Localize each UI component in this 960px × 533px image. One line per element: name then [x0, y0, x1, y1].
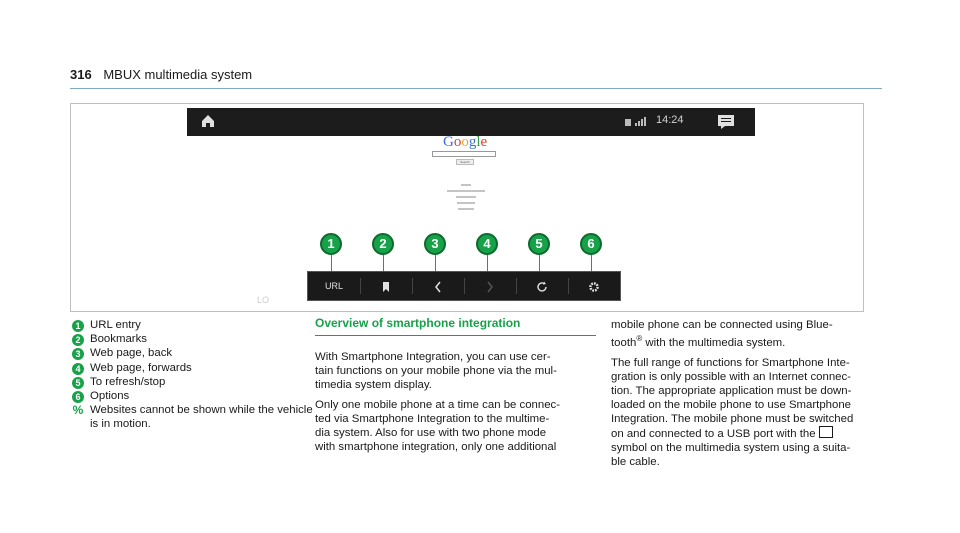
right-column [611, 318, 881, 475]
chevron-right-icon [486, 281, 494, 293]
callout-line-3 [435, 255, 436, 272]
callout-line-6 [591, 255, 592, 272]
middle-column [315, 316, 605, 460]
bookmark-icon [381, 281, 391, 293]
page-header [70, 67, 252, 82]
callout-4: 4 [476, 233, 498, 255]
refresh-button[interactable] [516, 272, 568, 300]
web-search-button[interactable]: Search [456, 159, 474, 165]
callout-6: 6 [580, 233, 602, 255]
callout-2: 2 [372, 233, 394, 255]
usb-symbol-icon [819, 426, 833, 438]
callout-5: 5 [528, 233, 550, 255]
legend-item: 4 Web page, forwards [72, 361, 322, 375]
callout-line-4 [487, 255, 488, 272]
paragraph: The full range of functions for Smartphone Inte- gration is only possible with an Internet connec- tion. The appropriate application must be down- loaded on the mobile phone to use Smartphone Integration. The mobile phone must be switched on and connected to a USB port with the symbol on the multimedia system using a suita- ble cable. [611, 356, 854, 468]
status-time: 14:24 [656, 114, 684, 126]
note-line: % Websites cannot be shown while the vehicle [72, 403, 313, 418]
forward-button[interactable] [464, 272, 516, 300]
section-title: Overview of smartphone integration [315, 316, 521, 330]
callout-1: 1 [320, 233, 342, 255]
paragraph: With Smartphone Integration, you can use cer- tain functions on your mobile phone via the mul- timedia system display. [315, 351, 557, 391]
callout-3: 3 [424, 233, 446, 255]
refresh-icon [536, 281, 548, 293]
note-icon: % [72, 403, 84, 418]
google-logo: Google [443, 134, 488, 150]
callout-line-5 [539, 255, 540, 272]
paragraph: mobile phone can be connected using Blue- tooth® with the multimedia system. [611, 319, 833, 349]
browser-toolbar [307, 271, 621, 301]
section-divider [315, 335, 596, 336]
legend-column [72, 318, 322, 432]
signal-icon [625, 117, 651, 126]
legend-item: 5 To refresh/stop [72, 375, 322, 389]
home-icon[interactable] [201, 114, 215, 128]
callout-line-1 [331, 255, 332, 272]
bookmark-button[interactable] [360, 272, 412, 300]
back-button[interactable] [412, 272, 464, 300]
page-header-title: MBUX multimedia system [103, 67, 253, 82]
corner-label: LO [257, 295, 270, 305]
legend-item: 6 Options [72, 389, 322, 403]
page-number: 316 [70, 67, 92, 82]
screenshot-figure [70, 103, 864, 312]
options-button[interactable] [568, 272, 620, 300]
legend-item: 3 Web page, back [72, 346, 322, 360]
legend-item: 2 Bookmarks [72, 332, 322, 346]
callout-line-2 [383, 255, 384, 272]
web-search-input[interactable] [432, 151, 496, 157]
paragraph: Only one mobile phone at a time can be connec- ted via Smartphone Integration to the multime- dia system. Also for use with two phone mode with smartphone integration, only one additional [315, 399, 561, 453]
chevron-left-icon [434, 281, 442, 293]
message-icon[interactable] [717, 114, 735, 130]
url-button[interactable]: URL [324, 281, 343, 291]
header-divider [70, 88, 882, 89]
legend-item: 1 URL entry [72, 318, 322, 332]
note-line: is in motion. [90, 418, 151, 431]
gear-icon [588, 281, 600, 293]
status-bar [187, 108, 755, 136]
web-page-links [441, 184, 491, 214]
